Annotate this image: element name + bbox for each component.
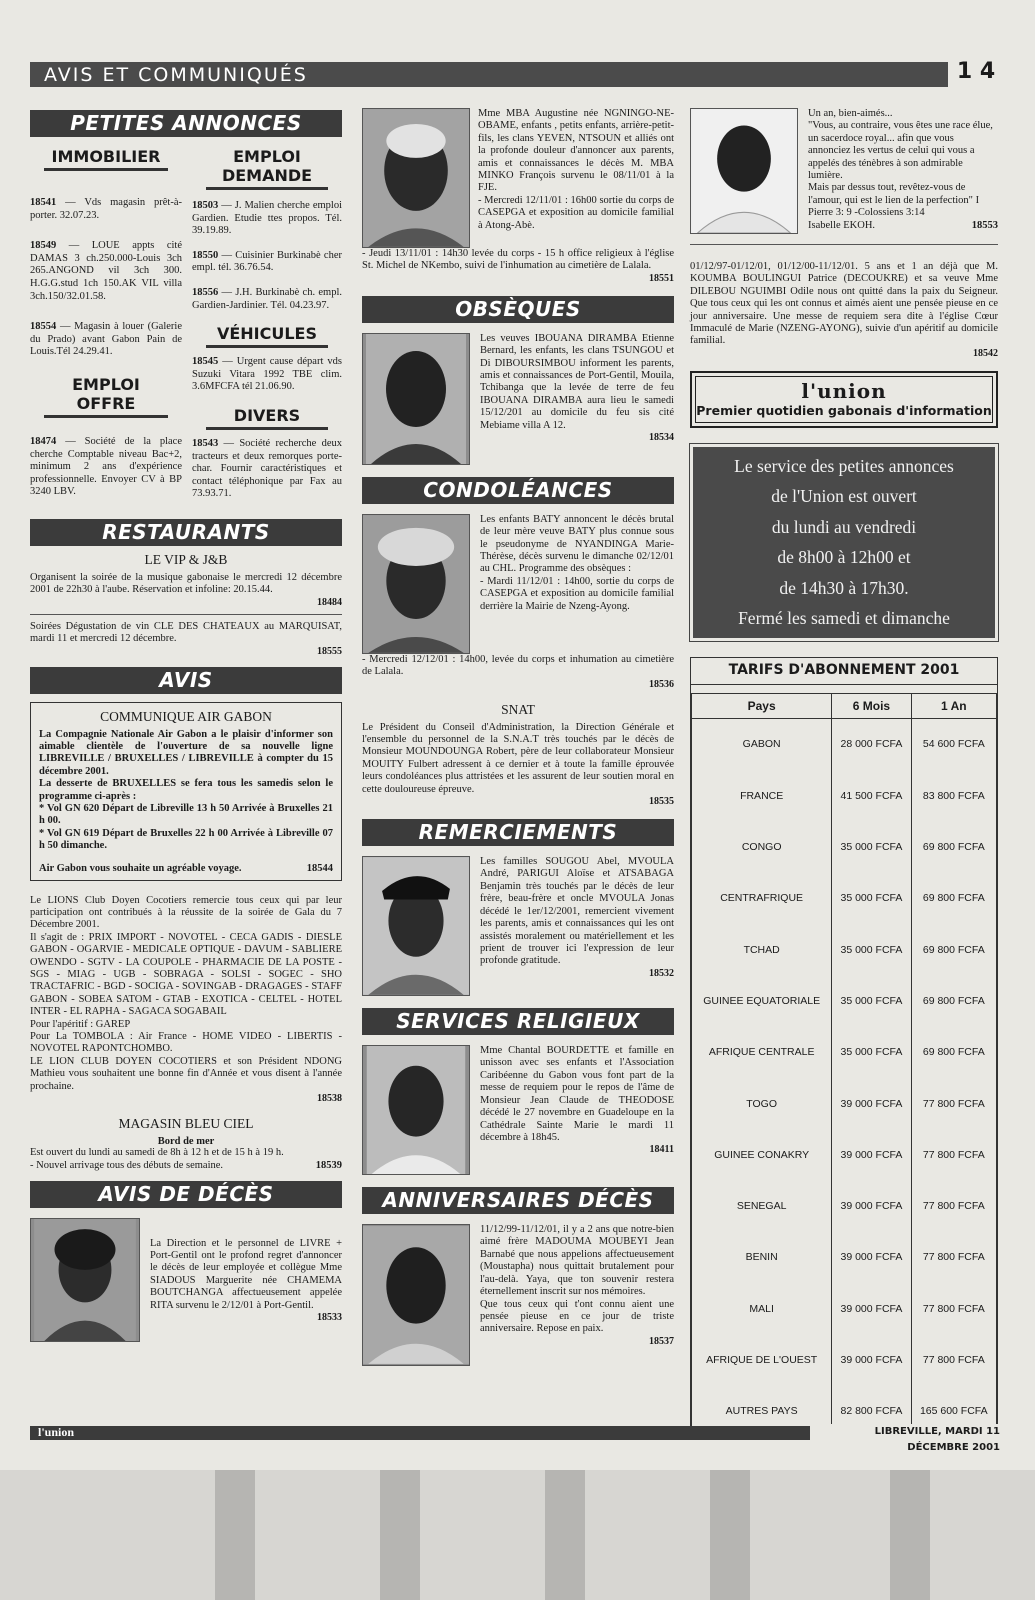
table-row bbox=[692, 1232, 997, 1283]
portrait-photo bbox=[30, 1218, 140, 1342]
six-month-price-cell: 41 500 FCFA bbox=[832, 770, 911, 821]
six-month-price-cell: 28 000 FCFA bbox=[832, 718, 911, 770]
avis-banner: AVIS bbox=[30, 667, 342, 694]
tarifs-table: Pays 6 Mois 1 An GABON 28 000 FCFA 54 600 FCFA FRANCE 41 500 FCFA 83 800 FCFA CONGO 35 000 FCFA 69 800 FCFA CENTRAFRIQUE 35 000 FCFA 69 800 FCFA TCHAD 35 000 FCFA 69 800 FCFA GUINEE EQUATORIALE 35 000 FCFA 69 800 FCFA AFRIQUE CENTRALE 35 000 FCFA 69 800 FCFA TOGO 39 000 FCFA 77 800 FCFA GUINEE CONAKRY 39 000 FCFA 77 800 FCFA SENEGAL 39 000 FCFA 77 800 FCFA BENIN 39 000 FCFA 77 800 FCFA MALI 39 000 FCFA 77 800 FCFA AFRIQUE DE L'OUEST 39 000 FCFA 77 800 FCFA AUTRES PAYS 82 800 FCFA 165 600 FCFA bbox=[691, 693, 997, 1437]
ad-18543: 18543 — Société recherche deux tracteurs et deux remorques porte-char. Fournir caractéristiques et contact téléphonique par Fax au 73.93.71. bbox=[192, 437, 342, 500]
six-month-price-cell: 35 000 FCFA bbox=[832, 924, 911, 975]
left-column bbox=[30, 110, 342, 1342]
ad-18545: 18545 — Urgent cause départ vds Suzuki Vitara 1992 TBE clim. 3.6MFCFA tél 21.06.90. bbox=[192, 356, 342, 393]
restaurants-banner: RESTAURANTS bbox=[30, 519, 342, 546]
ad-18541: 18541 — Vds magasin prêt-à-porter. 32.07.23. bbox=[30, 197, 182, 221]
country-cell: AFRIQUE CENTRALE bbox=[692, 1027, 832, 1078]
annonces-col-a bbox=[30, 147, 182, 513]
portrait-photo bbox=[362, 856, 470, 996]
tarifs-table-box bbox=[690, 657, 998, 1438]
one-year-price-cell: 54 600 FCFA bbox=[911, 718, 996, 770]
avis-deces-notice: La Direction et le personnel de LIVRE + Port-Gentil ont le profond regret d'annoncer le décès de leur employée et collègue Mme SIADOUS Marguerite née CHAMEMA BOUTCHANGA affectueusement appelée RITA survenu le 2/12/01 à Port-Gentil. 18533 bbox=[30, 1218, 342, 1342]
table-row bbox=[692, 821, 997, 872]
page-number: 1 4 bbox=[948, 59, 1004, 89]
six-month-price-cell: 39 000 FCFA bbox=[832, 1334, 911, 1385]
lions-club-notice: Le LIONS Club Doyen Cocotiers remercie tous ceux qui par leur participation ont contribués à la réussite de la soirée de Gala du 7 Décembre 2001. Il s'agit de : PRIX IMPORT - NOVOTEL - CECA GADIS - DIESLE GABON - OGARVIE - MEDICALE OPTIQUE - DAVUM - SABLIERE OWENDO - SGTV - LA COUPOLE - PHARMACIE DE LA POSTE - SGS - MIAG - UGB - SOBRAGA - SOLSI - SOGEC - SHO TRACTAFRIC - BGD - SOCIGA - SOVINGAB - DRAGAGES - STAFF GABON - SOBEA SATOM - GTAB - EXOTICA - CELTEL - HOTEL INTER - EL RAPHA - SAGACA SOGABAIL Pour l'apéritif : GAREP Pour La TOMBOLA : Air France - HOME VIDEO - LIBERTIS - NOVOTEL RAPONTCHOMBO. LE LION CLUB DOYEN COCOTIERS et son Président NDONG Mathieu vous souhaitent une bonne fin d'Année et vous disent à l'année prochaine. 18538 bbox=[30, 894, 342, 1105]
ad-18550: 18550 — Cuisinier Burkinabè cher empl. tél. 36.76.54. bbox=[192, 249, 342, 274]
portrait-photo bbox=[362, 1045, 470, 1175]
one-year-price-cell: 69 800 FCFA bbox=[911, 821, 996, 872]
ad-18556: 18556 — J.H. Burkinabè ch. empl. Gardien-Jardinier. Tél. 04.23.97. bbox=[192, 286, 342, 311]
one-year-price-cell: 77 800 FCFA bbox=[911, 1129, 996, 1180]
country-cell: CENTRAFRIQUE bbox=[692, 873, 832, 924]
restaurant-code-2: 18555 bbox=[317, 645, 342, 657]
petites-annonces-banner: PETITES ANNONCES bbox=[30, 110, 342, 137]
scan-edge bbox=[0, 1470, 1035, 1600]
page-footer bbox=[30, 1425, 1000, 1453]
emploi-offre-heading: EMPLOI OFFRE bbox=[44, 375, 168, 418]
one-year-price-cell: 69 800 FCFA bbox=[911, 924, 996, 975]
condoleances-banner: CONDOLÉANCES bbox=[362, 477, 674, 504]
one-year-price-cell: 77 800 FCFA bbox=[911, 1334, 996, 1385]
condoleances-notice: Les enfants BATY annoncent le décès brutal de leur mère veuve BATY plus connue sous le pseudonyme de NYANDINGA Marie-Thérèse, décès survenu le dimanche 02/12/01 au CHL. Programme des obsèques : - Mardi 11/12/01 : 14h00, sortie du corps de CASEPGA et exposition au domicile familial derrière la Mairie de Nzeng-Ayong. bbox=[362, 514, 674, 654]
remerciements-banner: REMERCIEMENTS bbox=[362, 819, 674, 846]
union-tagline: Premier quotidien gabonais d'information bbox=[696, 402, 992, 418]
six-month-price-cell: 39 000 FCFA bbox=[832, 1129, 911, 1180]
country-cell: CONGO bbox=[692, 821, 832, 872]
country-cell: TOGO bbox=[692, 1078, 832, 1129]
country-cell: FRANCE bbox=[692, 770, 832, 821]
country-cell: GUINEE EQUATORIALE bbox=[692, 975, 832, 1026]
table-row bbox=[692, 1027, 997, 1078]
middle-column: Mme MBA Augustine née NGNINGO-NE-OBAME, enfants , petits enfants, arrière-petit-fils, les clans YEVEN, NTSOUN et alliés ont la profonde douleur d'annoncer aux parents, amis et connaissances le décès M. MBA MINKO François survenu le 08/11/01 à la FJE. - Mercredi 12/11/01 : 16h00 sortie du corps de CASEPGA et exposition au domicile familial à Atong-Abè. - Jeudi 13/11/01 : 14h30 levée du corps - 15 h office religieux à l'église St. Michel de NKembo, suivi de l'inhumation au cimetière de Lalala. 18551 OBSÈQUES Les veuves IBOUANA DIRAMBA Etienne Bernard, les enfants, les clans TSUNGOU et Di DIBOURSIMBOU informent les parents, amis et connaissances de Port-Gentil, Mouila, Tchibanga que la levée de terre de feu IBOUANA DIRAMBA aura lieu le samedi 15/12/201 au domicile du feu sis cité Mebiame villa A 12. 18534 CONDOLÉANCES Les enfants BATY annoncent le décès brutal de leur mère veuve BATY plus connue sous le pseudonyme de NYANDINGA Marie-Thérèse, décès survenu le dimanche 02/12/01 au CHL. Programme des obsèques : - Mardi 11/12/01 : 14h00, sortie du corps de CASEPGA et exposition au domicile familial derrière la Mairie de Nzeng-Ayong. - Mercredi 12/12/01 : 14h00, levée du corps et inhumation au cimetière de Lalala. 18536 SNAT Le Président du Conseil d'Administration, la Direction Générale et l'ensemble du personnel de la S.N.A.T très touchés par le décès de Monsieur MOUNDOUNGA Robert, père de leur collaborateur Monsieur MOUITY Fulbert adressent à ce dernier et à toute la famille éprouvée leurs condoléances plus attristées et les assurent de leur soutien moral en cette douloureuse épreuve. 18535 REMERCIEMENTS Les familles SOUGOU Abel, MVOULA André, PARIGUI Aloïse et ATSABAGA Benjamin très touchés par le décès de leur frère, beau-frère et oncle MVOULA Jonas décédé le 1er/12/2001, remercient vivement les parents, amis et connaissances qui les ont assistés moralement ou matériellement et les prient de trouver ici l'expression de leur profonde gratitude. 18532 SERVICES RELIGIEUX Mme Chantal BOURDETTE et famille en unisson avec ses enfants et l'Association Caribéenne du Gabon vous font part de la messe de requiem pour le repos de l'âme de Monsieur Jean Claude de THEODOSE décédé le 27 novembre en Guadeloupe en la Cathédrale Sainte Marie le mardi 11 décembre à 18h45. 18411 ANNIVERSAIRES DÉCÈS 11/12/99-11/12/01, il y a 2 ans que notre-bien aimé frère MADOUMA MOUBEYI Jean Barnabé que nous appelions affectueusement (Moustapha) nous quittait brutalement pour l'au-delà. Yaya, que ton souvenir restera éternellement inscrit sur nos mémoires. Que tous ceux qui t'ont connu aient une pensée pieuse en ce jour de triste anniversaire. Repose en paix. 18537 bbox=[362, 108, 674, 1366]
country-cell: AUTRES PAYS bbox=[692, 1386, 832, 1437]
table-row bbox=[692, 975, 997, 1026]
mba-notice: Mme MBA Augustine née NGNINGO-NE-OBAME, enfants , petits enfants, arrière-petit-fils, les clans YEVEN, NTSOUN et alliés ont la profonde douleur d'annoncer aux parents, amis et connaissances le décès M. MBA MINKO François survenu le 08/11/01 à la FJE. - Mercredi 12/11/01 : 16h00 sortie du corps de CASEPGA et exposition au domicile familial à Atong-Abè. bbox=[362, 108, 674, 248]
country-cell: GABON bbox=[692, 718, 832, 770]
snat-title: SNAT bbox=[501, 701, 535, 717]
portrait-photo bbox=[362, 514, 470, 654]
table-row bbox=[692, 718, 997, 770]
portrait-photo bbox=[362, 108, 470, 248]
one-year-price-cell: 77 800 FCFA bbox=[911, 1283, 996, 1334]
one-year-price-cell: 77 800 FCFA bbox=[911, 1078, 996, 1129]
air-gabon-title: COMMUNIQUE AIR GABON bbox=[100, 708, 272, 724]
section-title: AVIS ET COMMUNIQUÉS bbox=[44, 64, 308, 86]
anniversaires-notice: 11/12/99-11/12/01, il y a 2 ans que notre-bien aimé frère MADOUMA MOUBEYI Jean Barnabé que nous appelions affectueusement (Moustapha) nous quittait brutalement pour l'au-delà. Yaya, que ton souvenir restera éternellement inscrit sur nos mémoires. Que tous ceux qui t'ont connu aient une pensée pieuse en ce jour de triste anniversaire. Repose en paix. 18537 bbox=[362, 1224, 674, 1366]
union-logo: l'union bbox=[801, 378, 887, 403]
country-cell: SENEGAL bbox=[692, 1181, 832, 1232]
one-year-price-cell: 77 800 FCFA bbox=[911, 1232, 996, 1283]
one-year-price-cell: 69 800 FCFA bbox=[911, 1027, 996, 1078]
footer-date: LIBREVILLE, MARDI 11 DÉCEMBRE 2001 bbox=[810, 1424, 1000, 1440]
country-cell: BENIN bbox=[692, 1232, 832, 1283]
six-month-price-cell: 35 000 FCFA bbox=[832, 975, 911, 1026]
footer-logo: l'union bbox=[38, 1425, 75, 1439]
six-month-price-cell: 39 000 FCFA bbox=[832, 1181, 911, 1232]
six-month-price-cell: 35 000 FCFA bbox=[832, 873, 911, 924]
emploi-demande-heading: EMPLOI DEMANDE bbox=[206, 147, 328, 190]
air-gabon-p2: La desserte de BRUXELLES se fera tous les samedis selon le programme ci-après : bbox=[39, 778, 333, 802]
annonces-col-b bbox=[192, 147, 342, 513]
service-box: Le service des petites annonces de l'Union est ouvert du lundi au vendredi de 8h00 à 12h00 et de 14h30 à 17h30. Fermé les samedi et dimanche bbox=[690, 444, 998, 641]
air-gabon-p1: La Compagnie Nationale Air Gabon a le plaisir d'informer son aimable clientèle de l'ouverture de sa nouvelle ligne LIBREVILLE / BRUXELLES / LIBREVILLE à compter du 15 décembre 2001. bbox=[39, 728, 333, 777]
air-gabon-p3: * Vol GN 620 Départ de Libreville 13 h 50 Arrivée à Bruxelles 21 h 00. bbox=[39, 802, 333, 827]
portrait-photo bbox=[362, 1224, 470, 1366]
air-gabon-code: 18544 bbox=[306, 862, 333, 874]
obseques-banner: OBSÈQUES bbox=[362, 296, 674, 323]
country-cell: GUINEE CONAKRY bbox=[692, 1129, 832, 1180]
union-box bbox=[690, 371, 998, 428]
table-row bbox=[692, 873, 997, 924]
portrait-photo bbox=[690, 108, 798, 234]
one-year-price-cell: 77 800 FCFA bbox=[911, 1181, 996, 1232]
one-year-price-cell: 69 800 FCFA bbox=[911, 873, 996, 924]
six-month-price-cell: 39 000 FCFA bbox=[832, 1232, 911, 1283]
table-row bbox=[692, 1334, 997, 1385]
air-gabon-p4: * Vol GN 619 Départ de Bruxelles 22 h 00 Arrivée à Libreville 07 h 50 dimanche. bbox=[39, 827, 333, 852]
restaurant-name: LE VIP & J&B bbox=[144, 551, 228, 567]
country-cell: AFRIQUE DE L'OUEST bbox=[692, 1334, 832, 1385]
table-row bbox=[692, 924, 997, 975]
immobilier-heading: IMMOBILIER bbox=[44, 147, 168, 171]
services-religieux-notice: Mme Chantal BOURDETTE et famille en unisson avec ses enfants et l'Association Caribéenne du Gabon vous font part de la messe de requiem pour le repos de l'âme de Monsieur Jean Claude de THEODOSE décédé le 27 novembre en Guadeloupe en la Cathédrale Sainte Marie le mardi 11 décembre à 18h45. 18411 bbox=[362, 1045, 674, 1175]
one-year-price-cell: 69 800 FCFA bbox=[911, 975, 996, 1026]
vehicules-heading: VÉHICULES bbox=[206, 324, 328, 348]
country-cell: MALI bbox=[692, 1283, 832, 1334]
restaurant-text-1: Organisent la soirée de la musique gabonaise le mercredi 12 décembre 2001 de 22h30 à l'aube. Réservation et infoline: 20.15.44. bbox=[30, 571, 342, 596]
right-column: Un an, bien-aimés... "Vous, au contraire, vous êtes une race élue, un sacerdoce royal... afin que vous annonciez les vertus de celui qui vous a appelés des ténèbres à son admirable lumière. Mais par dessus tout, revêtez-vous de l'amour, qui est le lien de la perfection" I Pierre 3: 9 -Colossiens 3:14 Isabelle EKOH. 18553 01/12/97-01/12/01, 01/12/00-11/12/01. 5 ans et 1 an déjà que M. KOUMBA BOULINGUI Patrice (DECOUKRE) et sa veuve Mme DILEBOU NGUIMBI Odile nous ont quitté dans la paix du Seigneur. Que tous ceux qui les ont connus et aimés aient une pensée pieuse en ce jour anniversaire. Une messe de requiem sera dite à l'église Cœur Immaculé de Marie (NZENG-AYONG), suivie d'un apéritif au domicile familial. 18542 l'union Premier quotidien gabonais d'information Le service des petites annonces de l'Union est ouvert du lundi au vendredi de 8h00 à 12h00 et de 14h30 à 17h30. Fermé les samedi et dimanche TARIFS D'ABONNEMENT 2001 Pays 6 Mois 1 An GABON 28 000 FCFA 54 600 FCFA FRANCE 41 500 FCFA 83 800 FCFA CONGO 35 000 FCFA 69 800 FCFA CENTRAFRIQUE 35 000 FCFA 69 800 FCFA TCHAD 35 000 FCFA 69 800 FCFA GUINEE EQUATORIALE 35 000 FCFA 69 800 FCFA AFRIQUE CENTRALE 35 000 FCFA 69 800 FCFA TOGO 39 000 FCFA 77 800 FCFA GUINEE CONAKRY 39 000 FCFA 77 800 FCFA SENEGAL 39 000 FCFA 77 800 FCFA BENIN 39 000 FCFA 77 800 FCFA MALI 39 000 FCFA 77 800 FCFA AFRIQUE DE L'OUEST 39 000 FCFA 77 800 FCFA AUTRES PAYS 82 800 FCFA 165 600 FCFA bbox=[690, 108, 998, 1438]
divers-heading: DIVERS bbox=[206, 406, 328, 430]
air-gabon-p5: Air Gabon vous souhaite un agréable voyage. bbox=[39, 862, 242, 874]
ad-18554: 18554 — Magasin à louer (Galerie du Prado) avant Gabon Pain de Louis.Tél 24.29.41. bbox=[30, 321, 182, 358]
services-religieux-banner: SERVICES RELIGIEUX bbox=[362, 1008, 674, 1035]
ad-18474: 18474 — Société de la place cherche Comptable niveau Bac+2, minimum 2 ans d'expérience professionnelle. Envoyer CV à BP 3240 LBV. bbox=[30, 435, 182, 498]
section-header bbox=[30, 59, 1000, 87]
tarifs-title: TARIFS D'ABONNEMENT 2001 bbox=[691, 658, 997, 685]
portrait-photo bbox=[362, 333, 470, 465]
restaurant-text-2: Soirées Dégustation de vin CLE DES CHATEAUX au MARQUISAT, mardi 11 et mercredi 12 décembre. bbox=[30, 620, 342, 645]
country-cell: TCHAD bbox=[692, 924, 832, 975]
ekoh-notice: Un an, bien-aimés... "Vous, au contraire, vous êtes une race élue, un sacerdoce royal... afin que vous annonciez les vertus de celui qui vous a appelés des ténèbres à son admirable lumière. Mais par dessus tout, revêtez-vous de l'amour, qui est le lien de la perfection" I Pierre 3: 9 -Colossiens 3:14 Isabelle EKOH. 18553 bbox=[690, 108, 998, 234]
table-row bbox=[692, 1283, 997, 1334]
ad-18503: 18503 — J. Malien cherche emploi Gardien. Etudie ttes propos. Tél. 39.19.89. bbox=[192, 200, 342, 237]
table-row bbox=[692, 1181, 997, 1232]
six-month-price-cell: 35 000 FCFA bbox=[832, 821, 911, 872]
table-row bbox=[692, 1078, 997, 1129]
remerciements-notice: Les familles SOUGOU Abel, MVOULA André, PARIGUI Aloïse et ATSABAGA Benjamin très touchés par le décès de leur frère, beau-frère et oncle MVOULA Jonas décédé le 1er/12/2001, remercient vivement les parents, amis et connaissances qui les ont assistés moralement ou matériellement et les prient de trouver ici l'expression de leur profonde gratitude. 18532 bbox=[362, 856, 674, 996]
one-year-price-cell: 83 800 FCFA bbox=[911, 770, 996, 821]
six-month-price-cell: 35 000 FCFA bbox=[832, 1027, 911, 1078]
table-row bbox=[692, 1129, 997, 1180]
air-gabon-box bbox=[30, 702, 342, 881]
one-year-price-cell: 165 600 FCFA bbox=[911, 1386, 996, 1437]
table-row bbox=[692, 770, 997, 821]
restaurant-code-1: 18484 bbox=[317, 596, 342, 608]
anniversaires-banner: ANNIVERSAIRES DÉCÈS bbox=[362, 1187, 674, 1214]
koumba-notice: 01/12/97-01/12/01, 01/12/00-11/12/01. 5 ans et 1 an déjà que M. KOUMBA BOULINGUI Patrice (DECOUKRE) et sa veuve Mme DILEBOU NGUIMBI Odile nous ont quitté dans la paix du Seigneur. Que tous ceux qui les ont connus et aimés aient une pensée pieuse en ce jour anniversaire. Une messe de requiem sera dite à l'église Cœur Immaculé de Marie (NZENG-AYONG), suivie d'un apéritif au domicile familial. bbox=[690, 261, 998, 347]
six-month-price-cell: 39 000 FCFA bbox=[832, 1078, 911, 1129]
avis-deces-banner: AVIS DE DÉCÈS bbox=[30, 1181, 342, 1208]
obseques-notice: Les veuves IBOUANA DIRAMBA Etienne Bernard, les enfants, les clans TSUNGOU et Di DIBOURSIMBOU informent les parents, amis et connaissances de Port-Gentil, Mouila, Tchibanga que la levée de terre de feu IBOUANA DIRAMBA aura lieu le samedi 15/12/201 au domicile du feu sis cité Mebiame villa A 12. 18534 bbox=[362, 333, 674, 465]
magasin-notice: MAGASIN BLEU CIEL Bord de mer Est ouvert du lundi au samedi de 8h à 12 h et de 15 h à 19 h. - Nouvel arrivage tous des débuts de semaine. 18539 bbox=[30, 1116, 342, 1171]
six-month-price-cell: 82 800 FCFA bbox=[832, 1386, 911, 1437]
ad-18549: 18549 — LOUE appts cité DAMAS 3 ch.250.000-Louis 3ch 265.ANGOND vil 3ch 300. H.G.G.stud 1ch 150.AK VIL villa 3ch.150/32.01.58. bbox=[30, 240, 182, 302]
snat-text: Le Président du Conseil d'Administration, la Direction Générale et l'ensemble du personnel de la S.N.A.T très touchés par le décès de Monsieur MOUNDOUNGA Robert, père de leur collaborateur Monsieur MOUITY Fulbert adressent à ce dernier et à toute la famille éprouvée leurs condoléances plus attristées et les assurent de leur soutien moral en cette douloureuse épreuve. bbox=[362, 721, 674, 795]
six-month-price-cell: 39 000 FCFA bbox=[832, 1283, 911, 1334]
